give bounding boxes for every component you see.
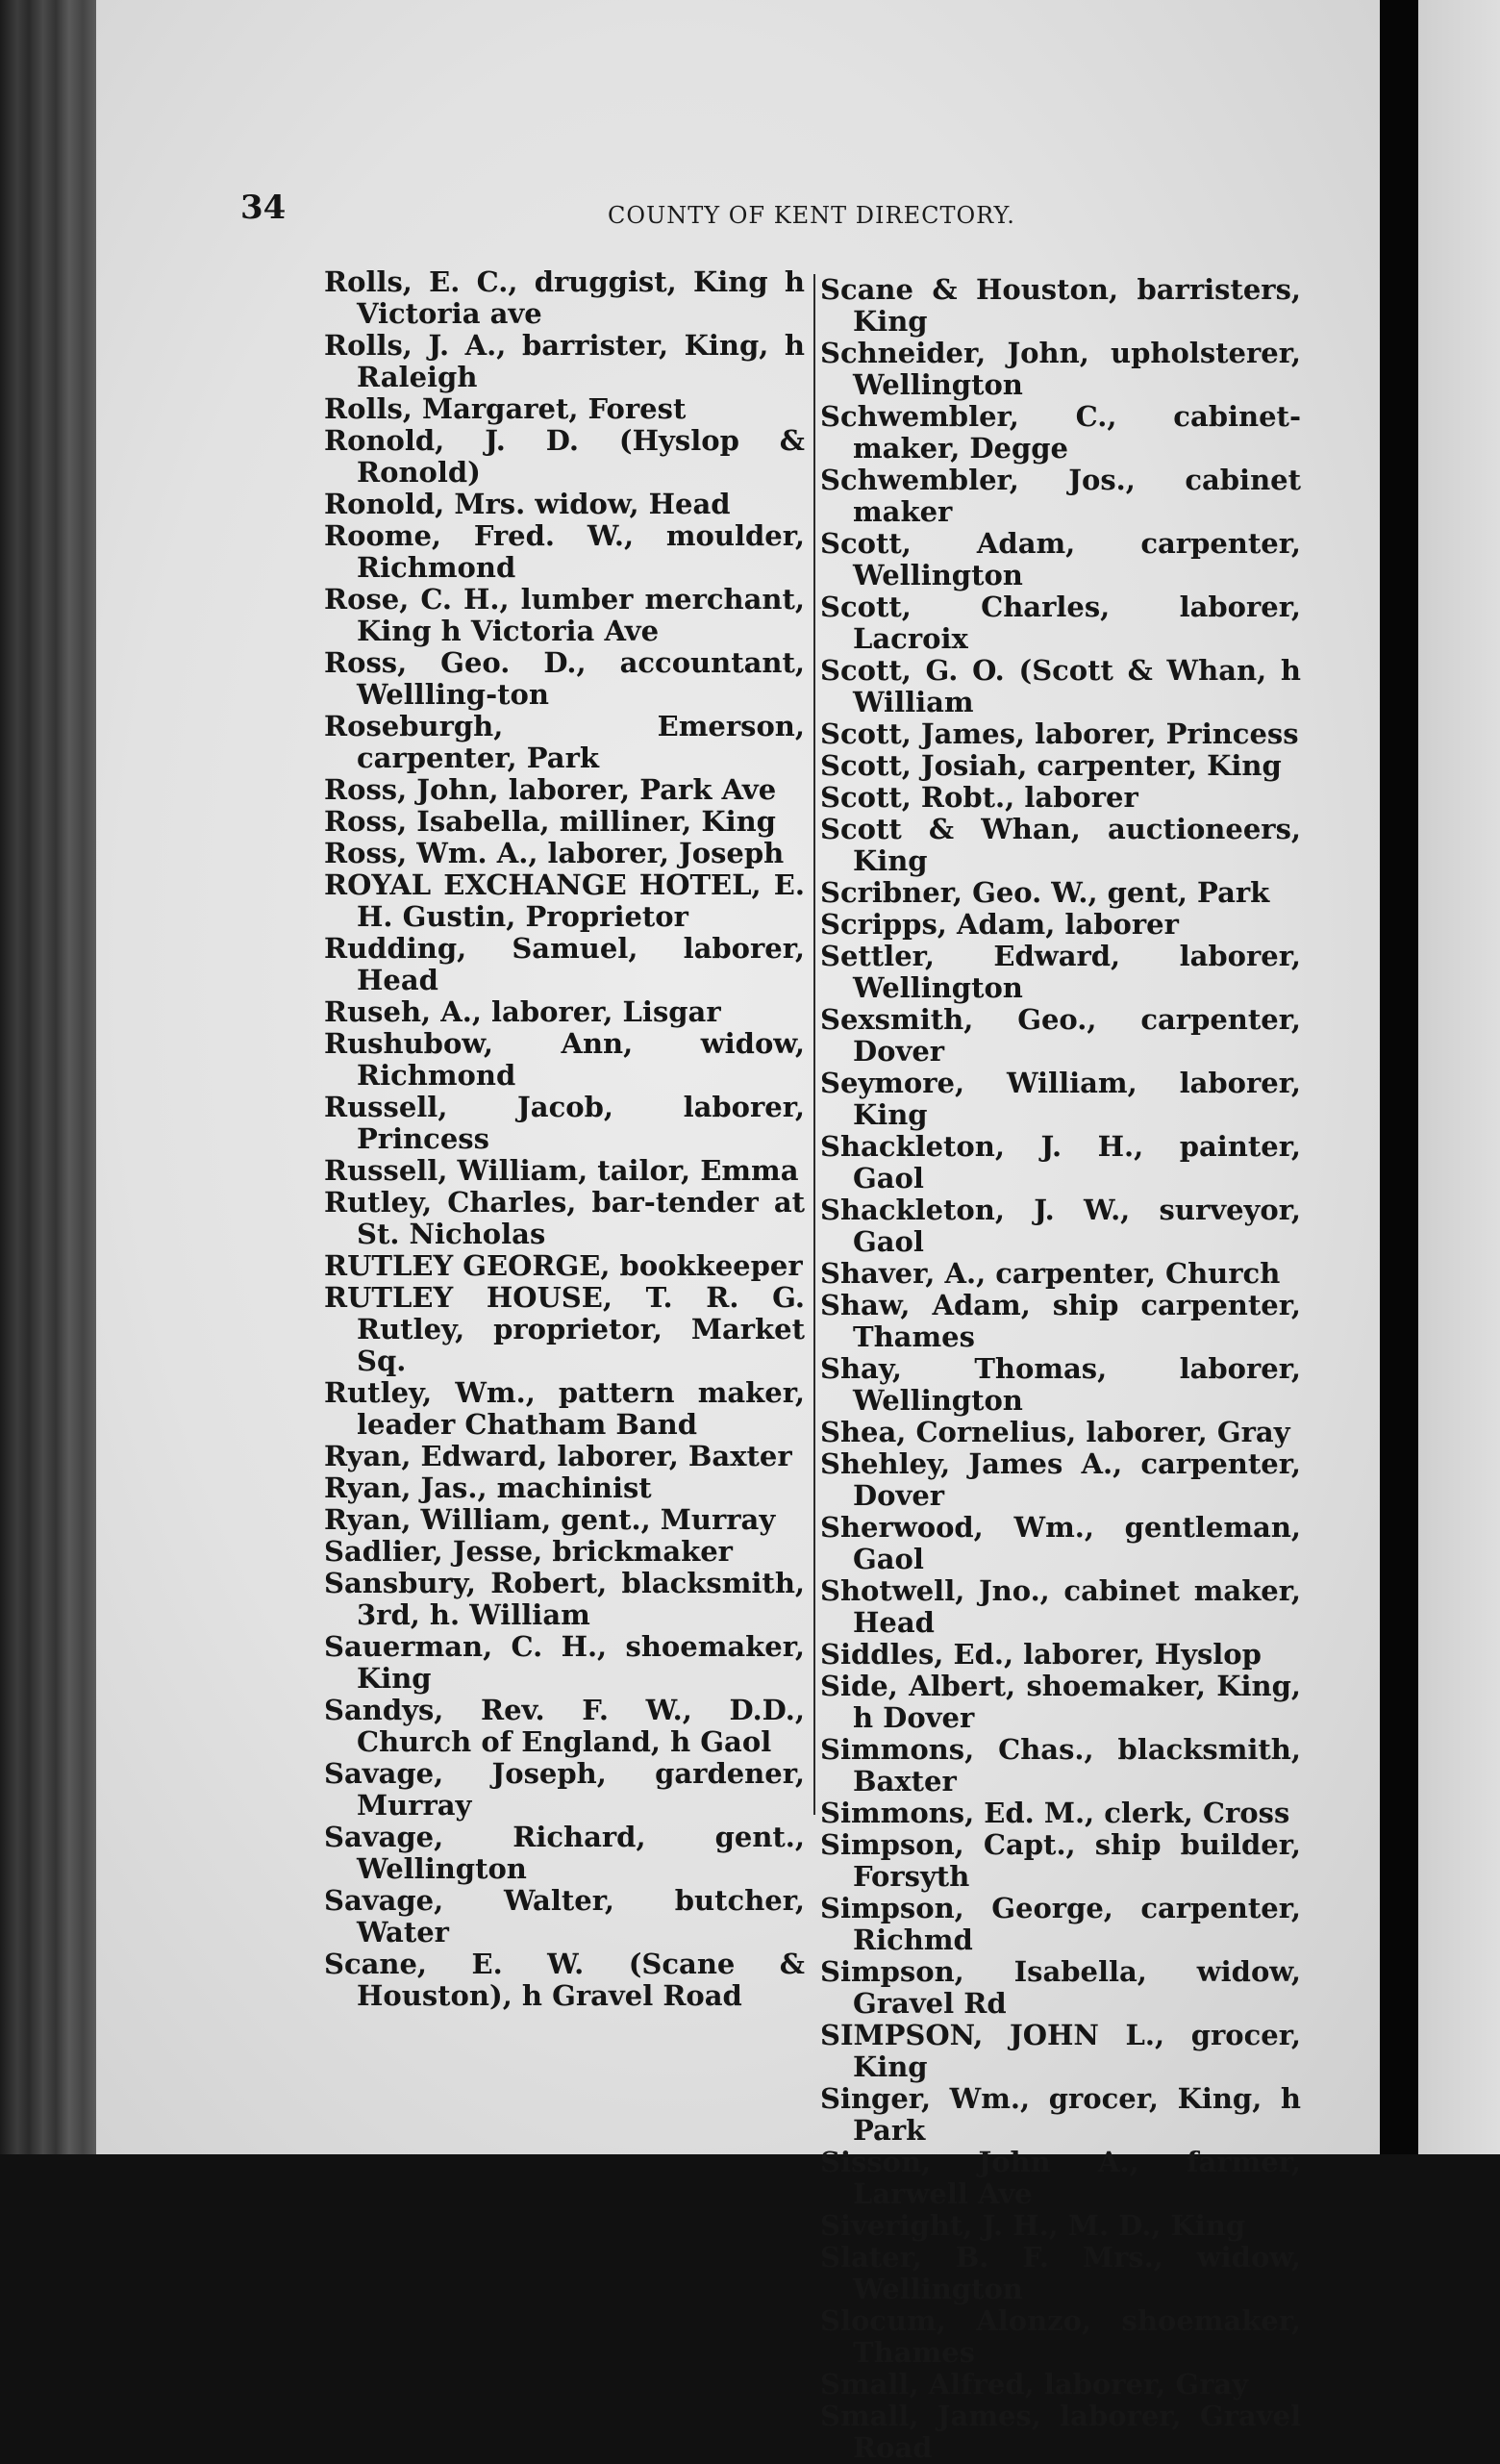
directory-entry: Slater, B. F. Mrs., widow, Wellington bbox=[820, 2241, 1301, 2305]
directory-entry: Scribner, Geo. W., gent, Park bbox=[820, 876, 1270, 909]
directory-entry: Sherwood, Wm., gentleman, Gaol bbox=[820, 1511, 1301, 1575]
directory-entry: Sauerman, C. H., shoemaker, King bbox=[324, 1630, 805, 1695]
directory-entry: Scott, James, laborer, Princess bbox=[820, 717, 1299, 750]
directory-entry: Shay, Thomas, laborer, Wellington bbox=[820, 1352, 1301, 1417]
directory-entry: Sadlier, Jesse, brickmaker bbox=[324, 1535, 733, 1568]
page-number: 34 bbox=[240, 189, 287, 227]
directory-entry: Ronold, Mrs. widow, Head bbox=[324, 488, 731, 520]
directory-entry: Simpson, Isabella, widow, Gravel Rd bbox=[820, 1955, 1301, 2020]
directory-entry: Shea, Cornelius, laborer, Gray bbox=[820, 1416, 1290, 1448]
directory-entry: Savage, Joseph, gardener, Murray bbox=[324, 1757, 805, 1822]
left-column bbox=[324, 266, 805, 2012]
directory-entry: Scott, Robt., laborer bbox=[820, 781, 1138, 814]
directory-entry: Ross, John, laborer, Park Ave bbox=[324, 773, 777, 806]
directory-entry: Scane & Houston, barristers, King bbox=[820, 273, 1301, 338]
directory-entry: Simpson, Capt., ship builder, Forsyth bbox=[820, 1828, 1301, 1893]
directory-entry: Sisson, John A., farmer, Larwell Ave bbox=[820, 2146, 1301, 2210]
running-head: COUNTY OF KENT DIRECTORY. bbox=[608, 202, 1015, 229]
directory-entry: Scott & Whan, auctioneers, King bbox=[820, 813, 1301, 877]
book-spine bbox=[0, 0, 96, 2154]
directory-entry: Ross, Wm. A., laborer, Joseph bbox=[324, 837, 785, 869]
directory-entry: Ross, Geo. D., accountant, Wellling-ton bbox=[324, 646, 805, 711]
directory-entry: Simpson, George, carpenter, Richmd bbox=[820, 1892, 1301, 1956]
directory-entry: Ryan, William, gent., Murray bbox=[324, 1503, 776, 1536]
directory-entry: Rutley, Wm., pattern maker, leader Chatham Band bbox=[324, 1376, 805, 1441]
directory-entry: Schneider, John, upholsterer, Wellington bbox=[820, 337, 1301, 401]
directory-entry: ROYAL EXCHANGE HOTEL, E. H. Gustin, Proprietor bbox=[324, 868, 805, 933]
directory-entry: Shaw, Adam, ship carpenter, Thames bbox=[820, 1289, 1301, 1353]
directory-entry: Small, Alfred, laborer, Gray bbox=[820, 2368, 1249, 2401]
directory-entry: Shotwell, Jno., cabinet maker, Head bbox=[820, 1574, 1301, 1639]
directory-entry: Shehley, James A., carpenter, Dover bbox=[820, 1447, 1301, 1512]
directory-entry: Scott, Charles, laborer, Lacroix bbox=[820, 591, 1301, 655]
directory-entry: Shaver, A., carpenter, Church bbox=[820, 1257, 1281, 1290]
directory-entry: Scott, G. O. (Scott & Whan, h William bbox=[820, 654, 1301, 718]
directory-entry: Simmons, Ed. M., clerk, Cross bbox=[820, 1797, 1290, 1829]
directory-entry: Shackleton, J. W., surveyor, Gaol bbox=[820, 1194, 1301, 1258]
directory-entry: Scott, Josiah, carpenter, King bbox=[820, 749, 1282, 782]
directory-entry: Ronold, J. D. (Hyslop & Ronold) bbox=[324, 424, 805, 489]
directory-entry: Sexsmith, Geo., carpenter, Dover bbox=[820, 1003, 1301, 1068]
directory-entry: Slocum, Alonzo, shoemaker, Thames bbox=[820, 2304, 1301, 2369]
directory-entry: Siveright, J. H., M. D., King bbox=[820, 2209, 1246, 2242]
directory-entry: Sansbury, Robert, blacksmith, 3rd, h. William bbox=[324, 1567, 805, 1631]
directory-entry: Savage, Walter, butcher, Water bbox=[324, 1884, 805, 1949]
directory-entry: SIMPSON, JOHN L., grocer, King bbox=[820, 2019, 1301, 2083]
directory-entry: Seymore, William, laborer, King bbox=[820, 1067, 1301, 1131]
directory-entry: Schwembler, C., cabinet-maker, Degge bbox=[820, 400, 1301, 465]
directory-entry: Settler, Edward, laborer, Wellington bbox=[820, 940, 1301, 1004]
directory-entry: Savage, Richard, gent., Wellington bbox=[324, 1821, 805, 1885]
directory-entry: Rushubow, Ann, widow, Richmond bbox=[324, 1027, 805, 1092]
directory-entry: Scane, E. W. (Scane & Houston), h Gravel Road bbox=[324, 1948, 805, 2012]
directory-entry: Ross, Isabella, milliner, King bbox=[324, 805, 776, 838]
directory-entry: Side, Albert, shoemaker, King, h Dover bbox=[820, 1670, 1301, 1734]
directory-entry: RUTLEY GEORGE, bookkeeper bbox=[324, 1249, 803, 1282]
directory-entry: RUTLEY HOUSE, T. R. G. Rutley, proprietor, Market Sq. bbox=[324, 1281, 805, 1377]
directory-entry: Rolls, Margaret, Forest bbox=[324, 392, 687, 425]
directory-entry: Scott, Adam, carpenter, Wellington bbox=[820, 527, 1301, 591]
directory-entry: Schwembler, Jos., cabinet maker bbox=[820, 464, 1301, 528]
directory-entry: Rolls, J. A., barrister, King, h Raleigh bbox=[324, 329, 805, 393]
directory-entry: Ryan, Jas., machinist bbox=[324, 1471, 652, 1504]
directory-entry: Siddles, Ed., laborer, Hyslop bbox=[820, 1638, 1262, 1671]
directory-entry: Rose, C. H., lumber merchant, King h Victoria Ave bbox=[324, 583, 805, 647]
page-gutter bbox=[1380, 0, 1418, 2154]
directory-entry: Roseburgh, Emerson, carpenter, Park bbox=[324, 710, 805, 774]
column-divider bbox=[813, 274, 815, 1815]
directory-entry: Ruseh, A., laborer, Lisgar bbox=[324, 995, 721, 1028]
directory-entry: Rudding, Samuel, laborer, Head bbox=[324, 932, 805, 996]
directory-entry: Sandys, Rev. F. W., D.D., Church of England, h Gaol bbox=[324, 1694, 805, 1758]
directory-entry: Small, James, laborer, Gravel Road bbox=[820, 2400, 1301, 2464]
right-column bbox=[820, 274, 1301, 2464]
directory-entry: Rolls, E. C., druggist, King h Victoria ave bbox=[324, 265, 805, 330]
directory-entry: Roome, Fred. W., moulder, Richmond bbox=[324, 519, 805, 584]
directory-entry: Rutley, Charles, bar-tender at St. Nicholas bbox=[324, 1186, 805, 1250]
directory-entry: Ryan, Edward, laborer, Baxter bbox=[324, 1440, 792, 1472]
adjacent-page-edge bbox=[1418, 0, 1500, 2154]
directory-entry: Simmons, Chas., blacksmith, Baxter bbox=[820, 1733, 1301, 1798]
directory-entry: Scripps, Adam, laborer bbox=[820, 908, 1179, 941]
directory-entry: Russell, William, tailor, Emma bbox=[324, 1154, 799, 1187]
directory-entry: Singer, Wm., grocer, King, h Park bbox=[820, 2082, 1301, 2147]
directory-entry: Shackleton, J. H., painter, Gaol bbox=[820, 1130, 1301, 1194]
directory-entry: Russell, Jacob, laborer, Princess bbox=[324, 1091, 805, 1155]
